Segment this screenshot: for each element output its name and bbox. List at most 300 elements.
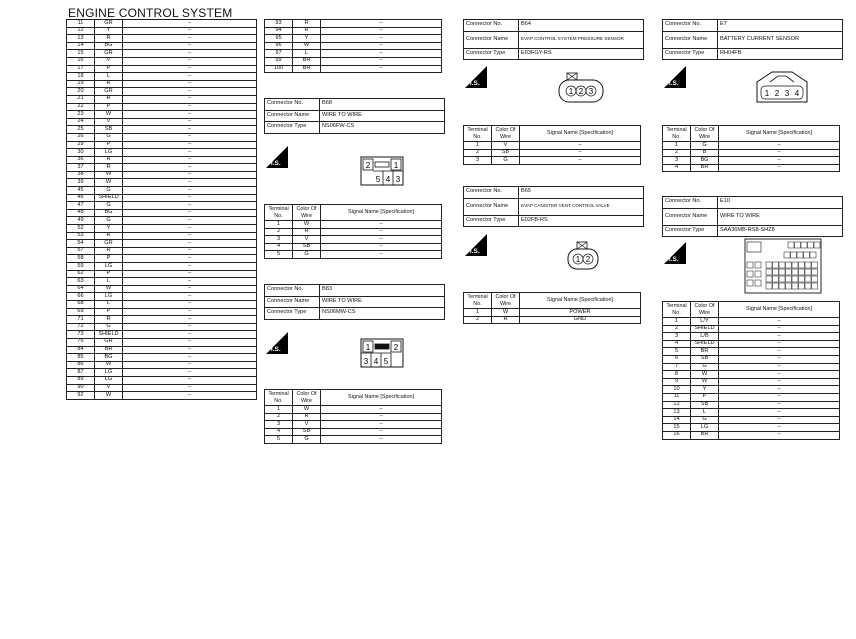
connector-name-value: WIRE TO WIRE [320, 110, 445, 122]
table-row [67, 232, 257, 240]
wire-color-header: Color Of Wire [691, 302, 719, 318]
terminal-no-cell: 85 [67, 354, 95, 362]
table-row [265, 42, 442, 50]
wire-color-cell: G [691, 142, 719, 150]
wire-color-cell: LG [691, 424, 719, 432]
table-row [67, 141, 257, 149]
terminal-no-cell: 18 [67, 73, 95, 81]
wire-color-cell: P [95, 308, 123, 316]
signal-name-cell: – [321, 50, 442, 58]
terminal-no-cell: 84 [67, 346, 95, 354]
terminal-no-header: Terminal No. [265, 205, 293, 221]
table-row [67, 247, 257, 255]
terminal-no-cell: 15 [663, 424, 691, 432]
signal-name-cell: – [520, 157, 641, 165]
signal-name-cell: – [123, 20, 257, 28]
terminal-no-cell: 22 [67, 103, 95, 111]
terminal-no-cell: 71 [67, 316, 95, 324]
table-row [265, 27, 442, 35]
terminal-no-cell: 45 [67, 187, 95, 195]
wire-color-cell: LG [95, 263, 123, 271]
wire-color-cell: G [95, 202, 123, 210]
connector-no-value: B83 [320, 285, 445, 297]
terminal-no-cell: 93 [265, 20, 293, 28]
table-row [67, 202, 257, 210]
signal-name-cell: – [719, 149, 840, 157]
terminal-no-cell: 3 [265, 421, 293, 429]
connector-name-label: Connector Name [464, 198, 519, 215]
table-row [663, 371, 840, 379]
signal-name-cell: – [123, 225, 257, 233]
connector-type-value: E03FGY-RS [519, 48, 644, 60]
wire-color-cell: V [95, 57, 123, 65]
signal-name-cell: – [123, 240, 257, 248]
terminal-no-cell: 3 [663, 157, 691, 165]
wire-color-header: Color Of Wire [492, 126, 520, 142]
table-row [67, 293, 257, 301]
wire-color-cell: BR [293, 65, 321, 73]
signal-name-cell: – [123, 338, 257, 346]
signal-name-cell: – [123, 263, 257, 271]
terminal-no-cell: 26 [67, 133, 95, 141]
terminal-table-e7 [662, 125, 840, 172]
signal-name-cell: – [719, 325, 840, 333]
table-row [265, 436, 442, 444]
wire-color-cell: W [691, 371, 719, 379]
terminal-no-header: Terminal No. [464, 126, 492, 142]
terminal-no-cell: 59 [67, 263, 95, 271]
wire-color-cell: R [293, 20, 321, 28]
wire-color-cell: G [293, 436, 321, 444]
hs-icon: H.S. [266, 332, 288, 354]
connector-name-value: BATTERY CURRENT SENSOR [718, 31, 843, 48]
table-row [67, 392, 257, 400]
terminal-no-cell: 19 [67, 80, 95, 88]
table-row [67, 133, 257, 141]
connector-type-label: Connector Type [464, 215, 519, 227]
signal-name-cell: – [321, 406, 442, 414]
terminal-no-cell: 4 [663, 340, 691, 348]
signal-name-cell: – [123, 247, 257, 255]
terminal-no-cell: 72 [67, 323, 95, 331]
signal-name-cell: – [719, 157, 840, 165]
connector-type-value: NS06MW-CS [320, 308, 445, 320]
terminal-no-cell: 39 [67, 179, 95, 187]
signal-name-cell: – [123, 27, 257, 35]
signal-name-cell: – [719, 371, 840, 379]
terminal-no-cell: 2 [464, 149, 492, 157]
wire-color-header: Color Of Wire [691, 126, 719, 142]
table-row [663, 325, 840, 333]
connector-no-value: B65 [519, 187, 644, 199]
wire-color-cell: BR [691, 348, 719, 356]
terminal-no-cell: 10 [663, 386, 691, 394]
terminal-no-cell: 99 [265, 57, 293, 65]
connector-no-label: Connector No. [663, 20, 718, 32]
table-row [265, 35, 442, 43]
pin-label: 1 [575, 255, 581, 264]
connector-type-label: Connector Type [464, 48, 519, 60]
signal-name-cell: – [719, 348, 840, 356]
wire-color-cell: GR [95, 338, 123, 346]
terminal-no-cell: 58 [67, 255, 95, 263]
wire-color-cell: P [95, 65, 123, 73]
wire-color-cell: R [492, 316, 520, 324]
table-row [67, 35, 257, 43]
wire-color-cell: R [95, 164, 123, 172]
signal-name-cell: – [123, 323, 257, 331]
terminal-no-cell: 2 [464, 316, 492, 324]
table-row [67, 338, 257, 346]
wire-color-cell: G [293, 251, 321, 259]
wire-color-cell: LG [95, 369, 123, 377]
signal-name-cell: – [123, 270, 257, 278]
terminal-no-cell: 23 [67, 111, 95, 119]
table-row [67, 73, 257, 81]
hs-icon: H.S. [465, 234, 487, 256]
terminal-no-cell: 30 [67, 149, 95, 157]
wire-color-cell: SB [492, 149, 520, 157]
terminal-table-b83 [264, 389, 442, 444]
signal-name-cell: GND [520, 316, 641, 324]
wire-color-cell: L [691, 409, 719, 417]
connector-no-value: E7 [718, 20, 843, 32]
wire-color-cell: SB [691, 401, 719, 409]
signal-name-cell: – [123, 278, 257, 286]
signal-name-header: Signal Name [Specification] [520, 126, 641, 142]
signal-name-cell: – [123, 232, 257, 240]
connector-no-label: Connector No. [464, 20, 519, 32]
wire-color-cell: V [95, 384, 123, 392]
terminal-no-cell: 87 [67, 369, 95, 377]
wire-color-cell: GR [95, 88, 123, 96]
terminal-no-cell: 2 [663, 149, 691, 157]
signal-name-header: Signal Name [Specification] [321, 205, 442, 221]
signal-name-cell: – [123, 316, 257, 324]
pin-label: 1 [365, 343, 371, 352]
table-row [663, 363, 840, 371]
wire-color-cell: R [95, 232, 123, 240]
terminal-no-cell: 1 [464, 309, 492, 317]
wire-color-cell: G [95, 323, 123, 331]
table-row [67, 278, 257, 286]
table-row [67, 27, 257, 35]
wire-color-cell: BR [691, 164, 719, 172]
terminal-no-cell: 5 [663, 348, 691, 356]
terminal-no-cell: 1 [265, 221, 293, 229]
wire-color-cell: W [95, 179, 123, 187]
table-row [67, 270, 257, 278]
signal-name-cell: – [123, 392, 257, 400]
table-row [265, 428, 442, 436]
pin-label: 5 [383, 357, 389, 366]
signal-name-header: Signal Name [Specification] [719, 302, 840, 318]
wire-color-cell: L [95, 278, 123, 286]
terminal-no-cell: 36 [67, 156, 95, 164]
signal-name-cell: – [123, 255, 257, 263]
signal-name-cell: – [719, 416, 840, 424]
terminal-no-cell: 53 [67, 232, 95, 240]
table-row [67, 376, 257, 384]
wire-color-cell: W [691, 378, 719, 386]
terminal-no-cell: 3 [464, 157, 492, 165]
connector-info-b68 [264, 98, 445, 134]
signal-name-cell: – [719, 318, 840, 326]
table-row [67, 187, 257, 195]
table-row [265, 421, 442, 429]
table-row [67, 88, 257, 96]
wire-color-cell: W [492, 309, 520, 317]
table-row [67, 171, 257, 179]
wire-color-cell: Y [691, 386, 719, 394]
wire-color-cell: G [492, 157, 520, 165]
hs-icon: H.S. [465, 66, 487, 88]
pin-label: 3 [588, 87, 594, 96]
signal-name-cell: – [123, 88, 257, 96]
table-row [67, 263, 257, 271]
connector-type-value: SAA36MB-RS8-SHZ8 [718, 225, 843, 237]
table-row [663, 401, 840, 409]
table-row [663, 386, 840, 394]
terminal-no-header: Terminal No. [663, 302, 691, 318]
connector-no-label: Connector No. [265, 285, 320, 297]
connector-type-value: RH04FB [718, 48, 843, 60]
connector-info-b64 [463, 19, 644, 60]
signal-name-cell: – [520, 149, 641, 157]
signal-name-cell: – [719, 378, 840, 386]
signal-name-cell: – [123, 285, 257, 293]
terminal-no-cell: 16 [67, 57, 95, 65]
wire-color-cell: P [95, 255, 123, 263]
terminal-no-cell: 96 [265, 42, 293, 50]
table-row [663, 409, 840, 417]
wire-color-cell: R [293, 27, 321, 35]
pin-label: 1 [764, 89, 770, 98]
table-row [67, 57, 257, 65]
signal-name-cell: – [321, 27, 442, 35]
signal-name-cell: – [321, 251, 442, 259]
wire-color-cell: W [293, 406, 321, 414]
wire-color-cell: W [293, 42, 321, 50]
terminal-no-cell: 13 [67, 35, 95, 43]
terminal-no-cell: 57 [67, 247, 95, 255]
wire-color-cell: V [293, 421, 321, 429]
table-row [663, 416, 840, 424]
signal-name-cell: – [123, 65, 257, 73]
terminal-no-cell: 2 [265, 228, 293, 236]
table-row [67, 118, 257, 126]
pin-label: 2 [585, 255, 591, 264]
terminal-no-cell: 89 [67, 376, 95, 384]
table-row [663, 164, 840, 172]
table-row [67, 346, 257, 354]
connector-name-label: Connector Name [663, 31, 718, 48]
terminal-no-cell: 13 [663, 409, 691, 417]
table-row [67, 65, 257, 73]
wire-color-cell: BG [95, 42, 123, 50]
table-row [663, 378, 840, 386]
signal-name-cell: – [321, 35, 442, 43]
connector-type-value: E02FB-RS [519, 215, 644, 227]
table-row [265, 65, 442, 73]
terminal-no-cell: 76 [67, 338, 95, 346]
signal-name-cell: – [123, 164, 257, 172]
signal-name-cell: – [321, 228, 442, 236]
pin-label: 1 [568, 87, 574, 96]
connector-face-e10 [744, 238, 822, 294]
table-row [265, 236, 442, 244]
connector-name-label: Connector Name [265, 110, 320, 122]
signal-name-cell: – [123, 141, 257, 149]
wire-color-header: Color Of Wire [293, 205, 321, 221]
wire-color-cell: SB [95, 126, 123, 134]
signal-name-cell: – [321, 436, 442, 444]
connector-info-b65 [463, 186, 644, 227]
terminal-no-cell: 54 [67, 240, 95, 248]
signal-name-cell: – [123, 133, 257, 141]
wire-color-cell: BG [95, 209, 123, 217]
terminal-table-b68 [264, 204, 442, 259]
wire-color-cell: BG [95, 354, 123, 362]
signal-name-cell: – [719, 393, 840, 401]
signal-name-cell: – [123, 384, 257, 392]
wire-color-cell: G [95, 133, 123, 141]
connector-face-b65 [565, 241, 601, 271]
wire-color-cell: W [95, 285, 123, 293]
table-row [67, 194, 257, 202]
wire-color-cell: SHIELD [691, 340, 719, 348]
terminal-no-cell: 73 [67, 331, 95, 339]
table-row [67, 217, 257, 225]
wire-color-cell: L [95, 300, 123, 308]
terminal-no-cell: 12 [67, 27, 95, 35]
signal-name-cell: – [123, 95, 257, 103]
wire-color-cell: G [691, 363, 719, 371]
wire-color-cell: L/B [691, 333, 719, 341]
signal-name-cell: – [719, 431, 840, 439]
terminal-no-cell: 24 [67, 118, 95, 126]
wire-color-cell: G [95, 217, 123, 225]
signal-name-header: Signal Name [Specification] [321, 390, 442, 406]
signal-name-cell: – [123, 194, 257, 202]
wire-color-cell: SHIELD [95, 194, 123, 202]
terminal-no-cell: 9 [663, 378, 691, 386]
hs-icon: H.S. [664, 242, 686, 264]
table-row [67, 20, 257, 28]
signal-name-cell: – [719, 424, 840, 432]
signal-name-cell: – [123, 361, 257, 369]
connector-type-label: Connector Type [663, 225, 718, 237]
table-row [663, 340, 840, 348]
wire-color-cell: W [95, 111, 123, 119]
signal-name-cell: – [123, 103, 257, 111]
table-row [663, 142, 840, 150]
wire-color-cell: G [95, 187, 123, 195]
connector-name-value: EVAP CONTROL SYSTEM PRESSURE SENSOR [519, 31, 644, 48]
terminal-no-cell: 38 [67, 171, 95, 179]
table-row [67, 323, 257, 331]
pin-label: 3 [784, 89, 790, 98]
terminal-no-cell: 6 [663, 355, 691, 363]
wire-color-cell: W [95, 171, 123, 179]
table-row [663, 318, 840, 326]
wire-color-cell: W [95, 392, 123, 400]
signal-name-cell: – [123, 354, 257, 362]
table-row [67, 103, 257, 111]
connector-face-b68 [360, 156, 404, 186]
table-row [67, 156, 257, 164]
table-row [67, 384, 257, 392]
connector-name-value: WIRE TO WIRE [718, 208, 843, 225]
signal-name-cell: – [123, 217, 257, 225]
terminal-no-cell: 4 [663, 164, 691, 172]
wire-color-cell: R [293, 228, 321, 236]
terminal-no-cell: 69 [67, 308, 95, 316]
table-row [663, 149, 840, 157]
connector-name-label: Connector Name [663, 208, 718, 225]
wire-color-cell: Y [293, 35, 321, 43]
wire-color-cell: B [691, 149, 719, 157]
signal-name-cell: – [719, 386, 840, 394]
terminal-no-cell: 7 [663, 363, 691, 371]
signal-name-cell: – [123, 376, 257, 384]
signal-name-cell: – [123, 293, 257, 301]
terminal-no-cell: 3 [663, 333, 691, 341]
table-row [265, 228, 442, 236]
table-row [67, 209, 257, 217]
wire-color-cell: Y [95, 27, 123, 35]
terminal-no-cell: 25 [67, 126, 95, 134]
connector-type-label: Connector Type [663, 48, 718, 60]
table-row [265, 50, 442, 58]
terminal-no-cell: 97 [265, 50, 293, 58]
table-row [67, 42, 257, 50]
wire-color-cell: L [293, 50, 321, 58]
signal-name-cell: – [123, 171, 257, 179]
table-row [67, 369, 257, 377]
terminal-no-cell: 3 [265, 236, 293, 244]
signal-name-cell: – [123, 111, 257, 119]
connector-name-label: Connector Name [464, 31, 519, 48]
table-row [67, 255, 257, 263]
connector-type-label: Connector Type [265, 122, 320, 134]
signal-name-cell: – [123, 202, 257, 210]
signal-name-cell: – [520, 142, 641, 150]
terminal-no-cell: 94 [265, 27, 293, 35]
pin-label: 2 [393, 343, 399, 352]
wire-color-cell: R [95, 95, 123, 103]
terminal-no-cell: 64 [67, 285, 95, 293]
table-row [67, 361, 257, 369]
wire-color-cell: BG [691, 157, 719, 165]
pin-label: 5 [375, 175, 381, 184]
wire-color-cell: P [691, 393, 719, 401]
signal-name-cell: – [123, 156, 257, 164]
signal-name-cell: – [321, 413, 442, 421]
terminal-no-cell: 16 [663, 431, 691, 439]
connector-type-label: Connector Type [265, 308, 320, 320]
terminal-no-cell: 14 [67, 42, 95, 50]
signal-name-cell: – [321, 221, 442, 229]
terminal-no-cell: 1 [265, 406, 293, 414]
wire-color-cell: SB [293, 428, 321, 436]
wire-color-cell: R [95, 80, 123, 88]
terminal-no-cell: 20 [67, 88, 95, 96]
table-row [67, 80, 257, 88]
signal-name-cell: – [321, 428, 442, 436]
signal-name-cell: – [123, 300, 257, 308]
connector-face-b83 [360, 338, 404, 368]
